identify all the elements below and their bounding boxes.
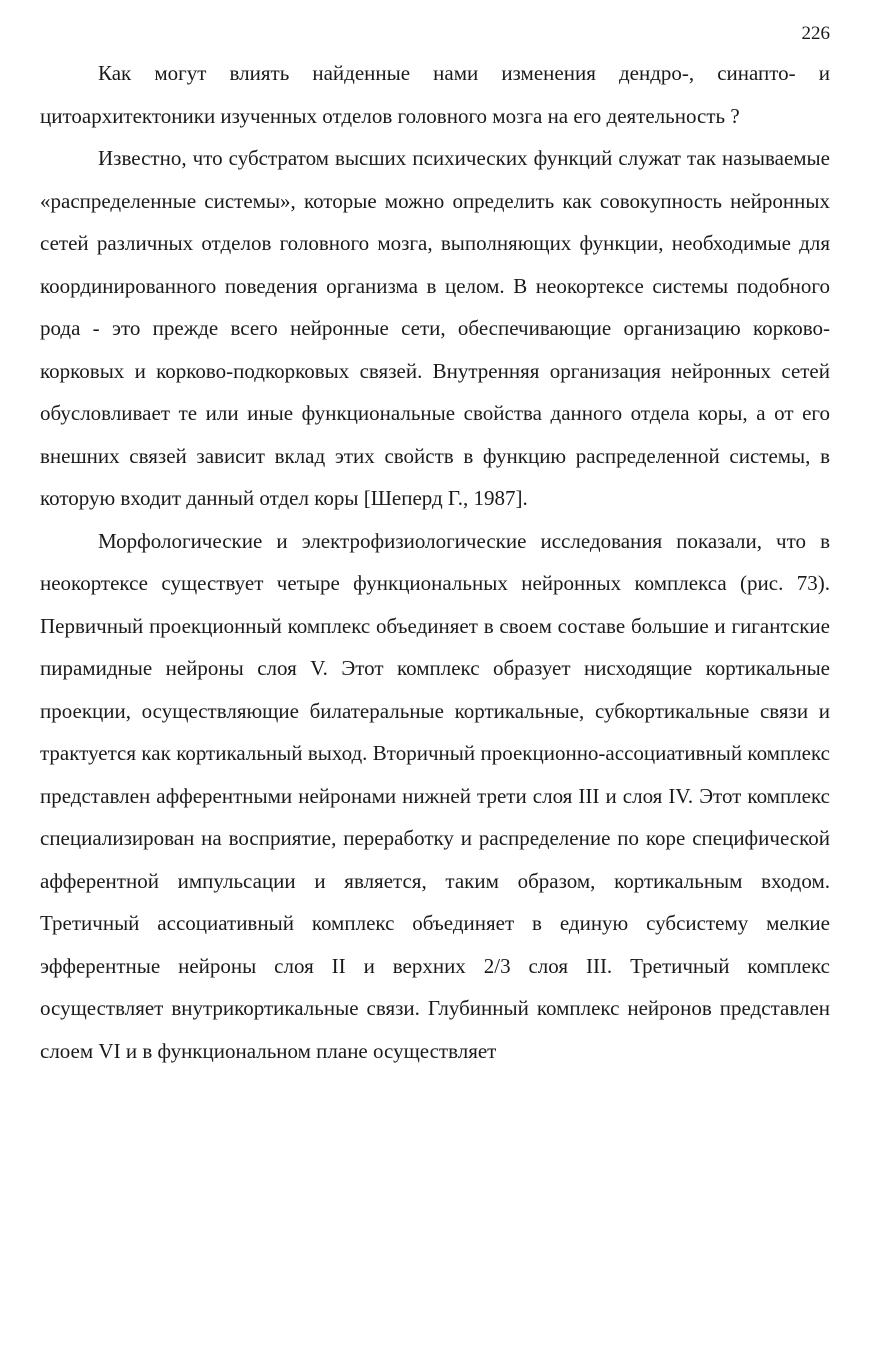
paragraph-1: Как могут влиять найденные нами изменения дендро-, синапто- и цитоархитектоники изученных отделов головного мозга на его деятельность ? — [40, 61, 830, 128]
paragraph-2: Известно, что субстратом высших психических функций служат так называемые «распределенные системы», которые можно определить как совокупность нейронных сетей различных отделов головного мозга, выполняющих функции, необходимые для координированного поведения организма в целом. В неокортексе системы подобного рода - это прежде всего нейронные сети, обеспечивающие организацию корково-корковых и корково-подкорковых связей. Внутренняя организация нейронных сетей обусловливает те или иные функциональные свойства данного отдела коры, а от его внешних связей зависит вклад этих свойств в функцию распределенной системы, в которую входит данный отдел коры [Шеперд Г., 1987]. — [40, 146, 830, 510]
document-body — [40, 52, 830, 1072]
paragraph-3: Морфологические и электрофизиологические исследования показали, что в неокортексе существует четыре функциональных нейронных комплекса (рис. 73). Первичный проекционный комплекс объединяет в своем составе большие и гигантские пирамидные нейроны слоя V. Этот комплекс образует нисходящие кортикальные проекции, осуществляющие билатеральные кортикальные, субкортикальные связи и трактуется как кортикальный выход. Вторичный проекционно-ассоциативный комплекс представлен афферентными нейронами нижней трети слоя III и слоя IV. Этот комплекс специализирован на восприятие, переработку и распределение по коре специфической афферентной импульсации и является, таким образом, кортикальным входом. Третичный ассоциативный комплекс объединяет в единую субсистему мелкие эфферентные нейроны слоя II и верхних 2/3 слоя III. Третичный комплекс осуществляет внутрикортикальные связи. Глубинный комплекс нейронов представлен слоем VI и в функциональном плане осуществляет — [40, 528, 830, 1063]
page-number: 226 — [801, 23, 830, 44]
